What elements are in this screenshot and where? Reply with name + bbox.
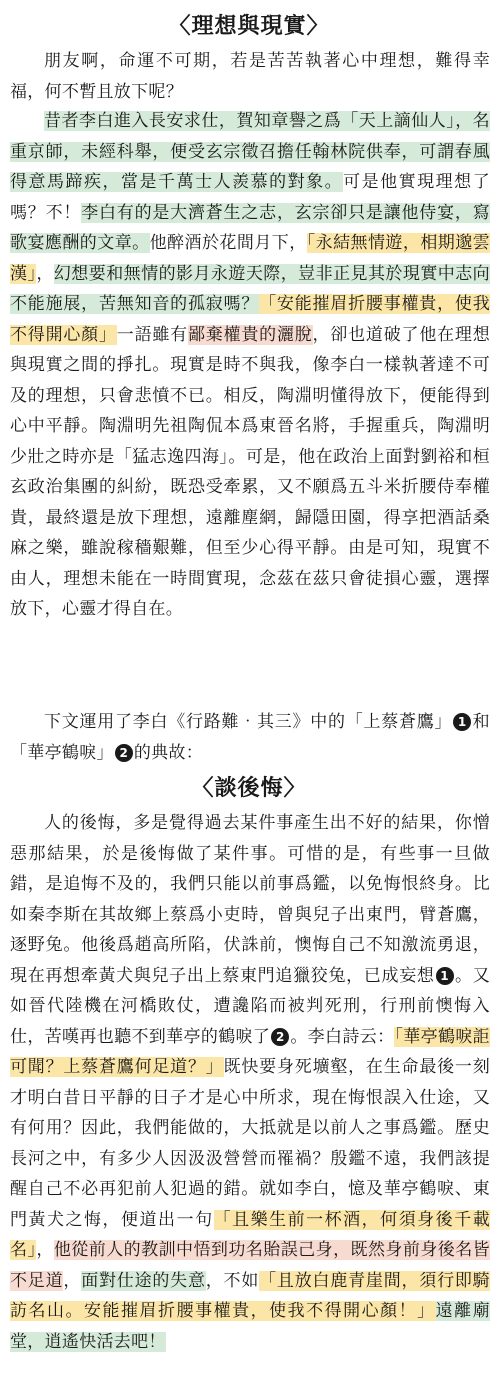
text-segment: ，不如 (205, 1270, 260, 1291)
highlighted-text-green: 幻想要和無情的影月永遊天際，豈非正見其於現實中志向不能施展，苦無知音的孤寂嗎？ (10, 263, 490, 314)
text-segment: 。又如晉代陸機在河橋敗仗，遭讒陷而被判死刑，行刑前懊悔入仕，苦嘆再也聽不到華亭的鶴唳了 (10, 965, 490, 1047)
highlighted-text-yellow: 「華亭鶴唳詎可聞？上蔡蒼鷹何足道？」 (10, 1026, 490, 1077)
essay1-paragraph-1: 朋友啊，命運不可期，若是苦苦執著心中理想，難得幸福，何不暫且放下呢？ (10, 51, 490, 102)
text-segment: ，卻也道破了他在理想與現實之間的掙扎。現實是時不與我，像李白一樣執著達不可及的理想，只會悲憤不已。相反，陶淵明懂得放下，便能得到心中平靜。陶淵明先祖陶侃本爲東晉名將，手握重兵，陶淵明少壯之時亦是「猛志逸四海」。可是，他在政治上面對劉裕和桓玄政治集團的糾紛，既恐受牽累，又不願爲五斗米折腰侍奉權貴，最終還是放下理想，遠離塵網，歸隱田園，得享把酒話桑麻之樂，雖說稼穡艱難，但至少心得平靜。由是可知，現實不由人，理想未能在一時間實現，念茲在茲只會徒損心靈，選擇放下，心靈才得自在。 (10, 324, 491, 619)
text-segment: 人的後悔，多是覺得過去某件事產生出不好的結果，你憎惡那結果，於是後悔做了某件事。可惜的是，有些事一旦做錯，是追悔不及的，我們只能以前事爲鑑，以免悔恨終身。比如秦李斯在其故鄉上蔡爲小吏時，曾與兒子出東門，臂蒼鷹，逐野兔。他後爲趙高所陷，伏誅前，懊悔自己不知激流勇退，現在再想牽黃犬與兒子出上蔡東門追獵狡兔，已成妄想 (10, 813, 490, 986)
highlighted-text-green: 李白有的是大濟蒼生之志，玄宗卻只是讓他侍宴，寫歌宴應酬的文章。 (10, 202, 490, 253)
text-segment: ， (36, 1240, 54, 1260)
essay2-paragraph-1 (10, 808, 490, 1357)
highlighted-text-green: 昔者李白進入長安求仕，賀知章譽之爲「天上謫仙人」，名重京師，未經科舉，便受玄宗徵召擔任翰林院供奉，可謂春風得意馬蹄疾，當是千萬士人羨慕的對象。 (10, 111, 490, 192)
highlighted-text-pink: 他從前人的教訓中悟到功名貽誤己身，既然身前身後名皆不足道 (10, 1240, 490, 1291)
highlighted-text-yellow: 「永結無情遊，相期邈雲漢」 (10, 233, 490, 284)
footnote-marker-2: 2 (115, 744, 133, 762)
highlighted-text-pink: 鄙棄權貴的灑脫 (187, 324, 313, 345)
text-segment: 一語雖有 (116, 324, 188, 345)
highlighted-text-green: 面對仕途的失意 (81, 1270, 206, 1291)
text-segment: ， (63, 1270, 82, 1291)
intro-text-before: 下文運用了李白《行路難‧其三》中的「上蔡蒼鷹」 (44, 712, 453, 732)
footnote-marker-1: 1 (453, 713, 471, 731)
highlighted-text-yellow: 「安能摧眉折腰事權貴，使我不得開心顏」 (10, 294, 490, 345)
text-segment: 可是他實現理想了嗎？不！ (10, 172, 490, 223)
footnote-marker-1: 1 (436, 967, 454, 985)
footnote-marker-2: 2 (271, 1028, 289, 1046)
allusion-intro (10, 707, 490, 768)
intro-text-mid: 和「華亭鶴唳」 (10, 712, 490, 763)
text-segment: ， (36, 263, 54, 284)
text-segment: 。李白詩云： (290, 1026, 395, 1047)
highlighted-text-green: 遠離廟堂，逍遙快活去吧！ (10, 1301, 490, 1352)
text-segment: 既快要身死壙壑，在生命最後一刻才明白昔日平靜的日子才是心中所求，現在悔恨誤入仕途，又有何用？因此，我們能做的，大抵就是以前人之事爲鑑。歷史長河之中，有多少人因汲汲營營而罹禍？殷鑑不遠，我們該提醒自己不必再犯前人犯過的錯。就如李白，憶及華亭鶴唳、東門黃犬之悔，便道出一句 (10, 1057, 491, 1230)
text-segment: 他醉酒於花間月下， (149, 233, 307, 253)
essay1-title: 〈理想與現實〉 (168, 13, 330, 39)
intro-text-after: 的典故： (133, 742, 204, 763)
essay1-paragraph-2 (10, 106, 490, 625)
highlighted-text-yellow: 「且樂生前一杯酒，何須身後千載名」 (10, 1209, 490, 1260)
essay2-title: 〈談後悔〉 (191, 775, 307, 801)
highlighted-text-yellow: 「且放白鹿青崖間，須行即騎訪名山。安能摧眉折腰事權貴，使我不得開心顏！」 (10, 1270, 490, 1321)
